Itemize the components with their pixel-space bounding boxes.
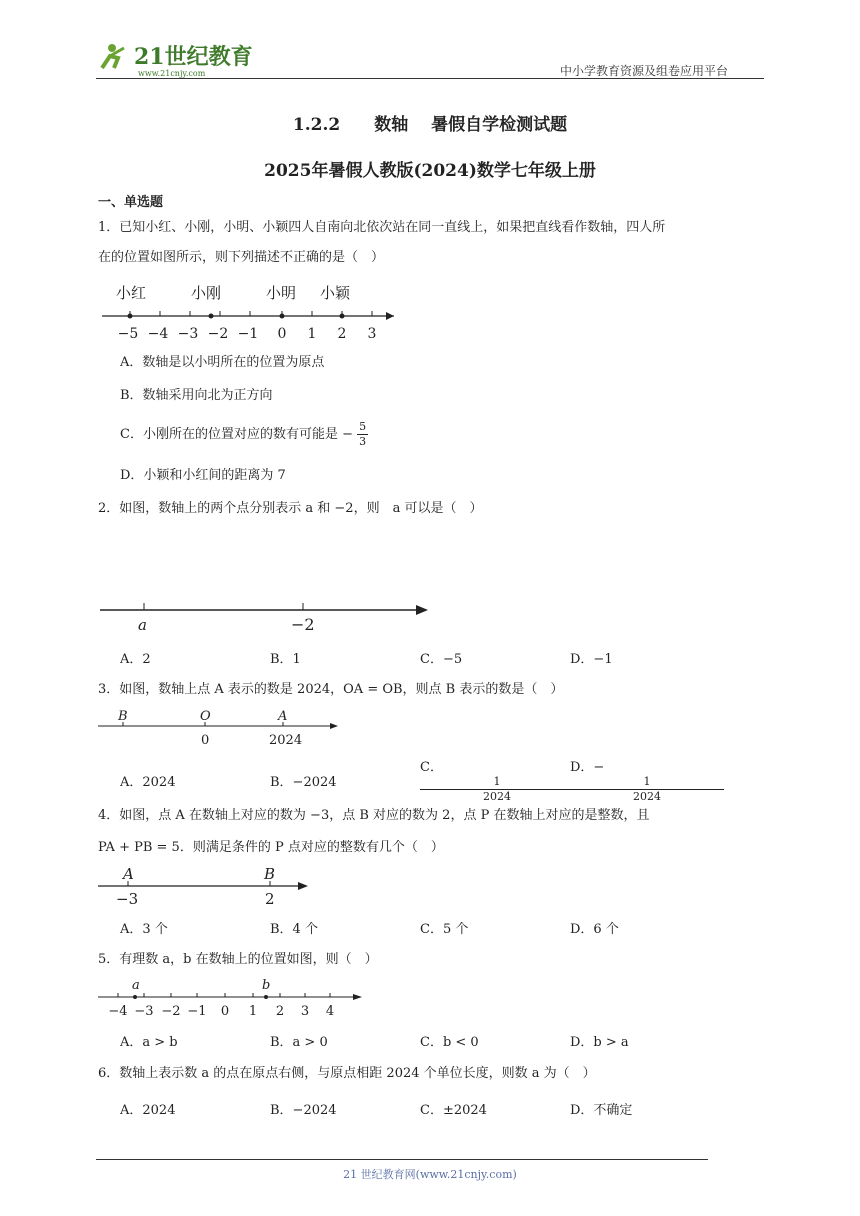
tick-2: 2 bbox=[265, 890, 275, 908]
point-a-label: a bbox=[132, 978, 140, 993]
q1-stem-line2: 在的位置如图所示，则下列描述不正确的是（ ） bbox=[98, 250, 385, 265]
header-divider bbox=[96, 78, 764, 79]
q2-option-b[interactable]: B．1 bbox=[270, 652, 301, 667]
page-title: 1.2.2 数轴 暑假自学检测试题 bbox=[292, 115, 568, 135]
q6-stem: 6．数轴上表示数 a 的点在原点右侧，与原点相距 2024 个单位长度，则数 a 为（ ） bbox=[98, 1066, 596, 1081]
name-xiaohong: 小红 bbox=[116, 284, 147, 302]
q4-stem-line2: PA + PB = 5．则满足条件的 P 点对应的整数有几个（ ） bbox=[98, 840, 444, 855]
q5-options bbox=[120, 1031, 740, 1050]
fraction: $\frac{1}{2024}$ bbox=[420, 775, 570, 804]
q1-option-a[interactable]: A．数轴是以小明所在的位置为原点 bbox=[120, 355, 325, 370]
q5-option-b[interactable]: B．a > 0 bbox=[270, 1035, 328, 1050]
q6-option-a[interactable]: A．2024 bbox=[120, 1103, 176, 1118]
q6-option-d[interactable]: D．不确定 bbox=[570, 1103, 633, 1118]
tick-2024: 2024 bbox=[269, 733, 303, 748]
q1-option-c[interactable] bbox=[120, 420, 368, 449]
q4-options bbox=[120, 918, 740, 937]
q3-options bbox=[120, 756, 740, 803]
q1-option-d[interactable]: D．小颖和小红间的距离为 7 bbox=[120, 468, 286, 483]
tick-label: −1 bbox=[237, 326, 259, 342]
logo-url: www.21cnjy.com bbox=[138, 69, 206, 78]
q3-option-d[interactable] bbox=[570, 756, 720, 804]
tick-minus3: −3 bbox=[116, 890, 139, 908]
q5-option-c[interactable]: C．b < 0 bbox=[420, 1035, 479, 1050]
q4-number-line bbox=[98, 864, 318, 912]
q3-option-c[interactable] bbox=[420, 756, 570, 804]
q3-option-d-text: D．− bbox=[570, 760, 605, 775]
tick-label: 3 bbox=[367, 326, 377, 342]
section-heading: 一、单选题 bbox=[98, 195, 164, 210]
fraction: $\frac{1}{2024}$ bbox=[570, 775, 720, 804]
logo-text: 21世纪教育 bbox=[134, 44, 253, 70]
q4-stem-line1: 4．如图，点 A 在数轴上对应的数为 −3，点 B 对应的数为 2，点 P 在数轴上对应的是整数，且 bbox=[98, 808, 650, 823]
q2-option-c[interactable]: C．−5 bbox=[420, 652, 463, 667]
q1-option-b[interactable]: B．数轴采用向北为正方向 bbox=[120, 388, 273, 403]
q6-option-b[interactable]: B．−2024 bbox=[270, 1103, 337, 1118]
fraction: $\frac{5}{3}$ bbox=[359, 420, 367, 448]
tick-label: 4 bbox=[325, 1004, 335, 1019]
tick-label: −1 bbox=[187, 1004, 207, 1019]
q1-option-c-text: C．小刚所在的位置对应的数有可能是 − bbox=[120, 427, 353, 442]
footer-divider bbox=[96, 1159, 708, 1160]
point-b-label: b bbox=[262, 978, 271, 993]
tick-label: 1 bbox=[248, 1004, 258, 1019]
q5-number-line bbox=[98, 976, 368, 1024]
runner-icon bbox=[102, 44, 124, 68]
tick-label: −3 bbox=[134, 1004, 154, 1019]
tick-label: −2 bbox=[161, 1004, 181, 1019]
q3-number-line bbox=[98, 706, 348, 754]
q3-option-a[interactable]: A．2024 bbox=[120, 774, 176, 790]
q1-stem-line1: 1．已知小红、小刚，小明、小颖四人自南向北依次站在同一直线上，如果把直线看作数轴，四人所 bbox=[98, 220, 666, 235]
q2-number-line bbox=[98, 598, 438, 642]
q4-option-c[interactable]: C．5 个 bbox=[420, 922, 469, 937]
q5-stem: 5．有理数 a，b 在数轴上的位置如图，则（ ） bbox=[98, 952, 378, 967]
q2-option-a[interactable]: A．2 bbox=[120, 652, 151, 667]
q6-option-c[interactable]: C．±2024 bbox=[420, 1103, 487, 1118]
q5-option-d[interactable]: D．b > a bbox=[570, 1035, 629, 1050]
label-a: a bbox=[138, 616, 147, 634]
q1-number-line bbox=[98, 280, 408, 354]
tick-label: −3 bbox=[177, 326, 199, 342]
point-b-label: B bbox=[118, 709, 128, 724]
q4-option-a[interactable]: A．3 个 bbox=[120, 922, 168, 937]
tick-label: 0 bbox=[277, 326, 287, 342]
name-xiaoming: 小明 bbox=[266, 284, 297, 302]
point-o-label: O bbox=[200, 709, 211, 724]
tick-label: 3 bbox=[300, 1004, 310, 1019]
name-xiaoying: 小颖 bbox=[320, 284, 351, 302]
tick-label: −5 bbox=[117, 326, 139, 342]
footer-link[interactable]: 21 世纪教育网(www.21cnjy.com) bbox=[343, 1168, 517, 1181]
q6-options bbox=[120, 1099, 740, 1118]
header-platform-text: 中小学教育资源及组卷应用平台 bbox=[560, 64, 729, 78]
q3-option-c-text: C． bbox=[420, 760, 443, 775]
page-subtitle: 2025年暑假人教版(2024)数学七年级上册 bbox=[264, 161, 596, 181]
tick-label: 1 bbox=[307, 326, 317, 342]
site-logo bbox=[96, 38, 266, 80]
point-a-label: A bbox=[278, 709, 288, 724]
label-minus2: −2 bbox=[291, 615, 315, 634]
tick-label: −4 bbox=[108, 1004, 128, 1019]
q2-options bbox=[120, 648, 740, 667]
tick-label: −2 bbox=[207, 326, 229, 342]
q4-option-b[interactable]: B．4 个 bbox=[270, 922, 318, 937]
q2-option-d[interactable]: D．−1 bbox=[570, 652, 613, 667]
q3-option-b[interactable]: B．−2024 bbox=[270, 774, 337, 790]
q3-stem: 3．如图，数轴上点 A 表示的数是 2024，OA = OB，则点 B 表示的数是（ ） bbox=[98, 682, 564, 697]
name-xiaogang: 小刚 bbox=[191, 284, 222, 302]
tick-label: 0 bbox=[220, 1004, 230, 1019]
q2-stem: 2．如图，数轴上的两个点分别表示 a 和 −2，则 a 可以是（ ） bbox=[98, 501, 483, 516]
q4-option-d[interactable]: D．6 个 bbox=[570, 922, 619, 937]
tick-label: 2 bbox=[337, 326, 347, 342]
tick-zero: 0 bbox=[201, 733, 210, 748]
tick-label: −4 bbox=[147, 326, 169, 342]
tick-label: 2 bbox=[275, 1004, 285, 1019]
point-a-label: A bbox=[123, 865, 134, 883]
q5-option-a[interactable]: A．a > b bbox=[120, 1035, 178, 1050]
point-b-label: B bbox=[264, 865, 276, 883]
